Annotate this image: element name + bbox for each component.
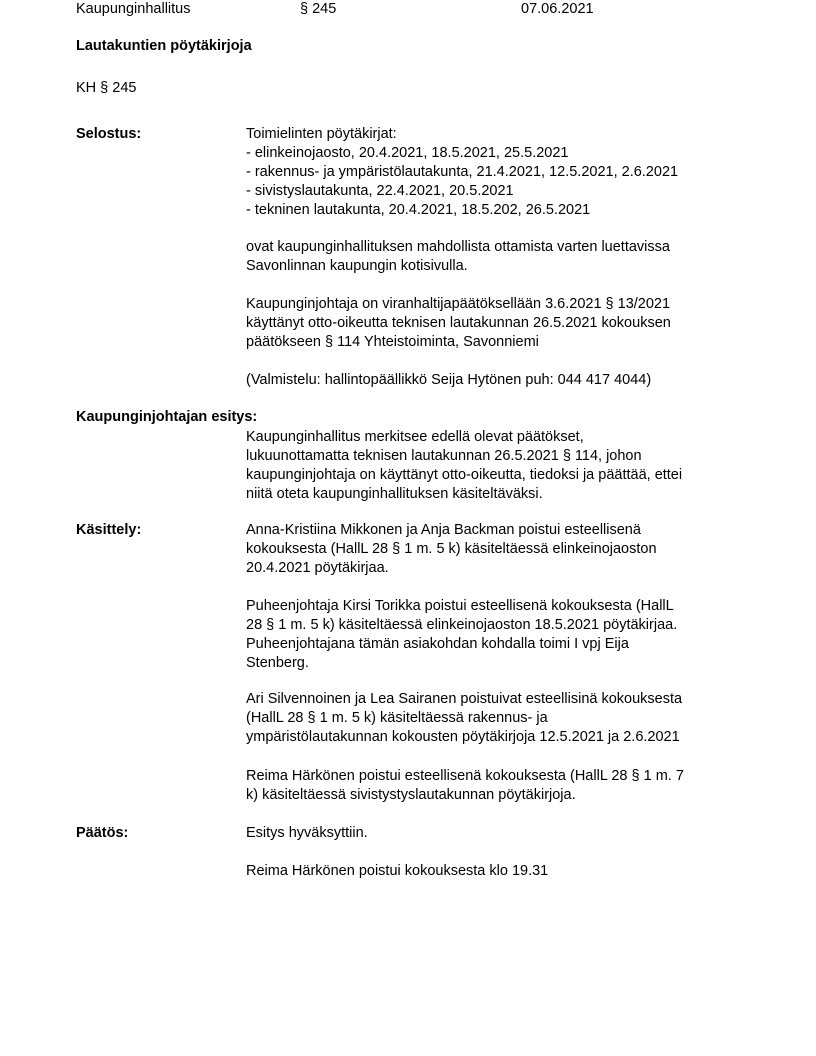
paragraph-line: Kaupunginhallitus merkitsee edellä olevat päätökset, xyxy=(246,429,584,445)
paragraph-line: lukuunottamatta teknisen lautakunnan 26.5.2021 § 114, johon xyxy=(246,448,642,464)
paragraph-line: käyttänyt otto-oikeutta teknisen lautakunnan 26.5.2021 kokouksen xyxy=(246,315,671,331)
paatos-label: Päätös: xyxy=(76,825,129,841)
paragraph-line: 28 § 1 m. 5 k) käsiteltäessä elinkeinojaoston 18.5.2021 pöytäkirjaa. xyxy=(246,617,678,633)
paragraph-line: 20.4.2021 pöytäkirjaa. xyxy=(246,560,389,576)
selostus-para2 xyxy=(246,295,746,352)
paragraph-line: Kaupunginjohtaja on viranhaltijapäätöksellään 3.6.2021 § 13/2021 xyxy=(246,296,671,312)
kasittely-para3 xyxy=(246,690,746,747)
kasittely-para4 xyxy=(246,767,746,805)
selostus-intro: Toimielinten pöytäkirjat: xyxy=(246,126,397,142)
paragraph-line: Savonlinnan kaupungin kotisivulla. xyxy=(246,258,468,274)
preparer-line: (Valmistelu: hallintopäällikkö Seija Hytönen puh: 044 417 4044) xyxy=(246,372,652,388)
header-organ: Kaupunginhallitus xyxy=(76,1,191,17)
paragraph-line: Ari Silvennoinen ja Lea Sairanen poistuivat esteellisinä kokouksesta xyxy=(246,691,683,707)
paragraph-line: niitä oteta kaupunginhallituksen käsiteltäväksi. xyxy=(246,486,543,502)
kasittely-label: Käsittely: xyxy=(76,522,142,538)
selostus-body xyxy=(246,125,746,220)
paragraph-line: päätökseen § 114 Yhteistoiminta, Savonniemi xyxy=(246,334,539,350)
paragraph-line: kaupunginjohtaja on käyttänyt otto-oikeutta, tiedoksi ja päättää, ettei xyxy=(246,467,683,483)
header-date: 07.06.2021 xyxy=(521,1,594,17)
list-item: - elinkeinojaosto, 20.4.2021, 18.5.2021, 25.5.2021 xyxy=(246,145,569,161)
esitys-body xyxy=(246,428,746,504)
selostus-label: Selostus: xyxy=(76,126,142,142)
decision-text: Esitys hyväksyttiin. xyxy=(246,825,368,841)
paragraph-line: Puheenjohtajana tämän asiakohdan kohdalla toimi I vpj Eija xyxy=(246,636,629,652)
paatos-decision xyxy=(246,824,746,843)
esitys-label: Kaupunginjohtajan esitys: xyxy=(76,409,258,425)
paragraph-line: (HallL 28 § 1 m. 5 k) käsiteltäessä rakennus- ja xyxy=(246,710,548,726)
reference: KH § 245 xyxy=(76,80,137,96)
list-item: - rakennus- ja ympäristölautakunta, 21.4.2021, 12.5.2021, 2.6.2021 xyxy=(246,164,679,180)
header-section: § 245 xyxy=(300,1,337,17)
note-text: Reima Härkönen poistui kokouksesta klo 19.31 xyxy=(246,863,549,879)
kasittely-para1 xyxy=(246,521,746,578)
paragraph-line: ympäristölautakunnan kokousten pöytäkirjoja 12.5.2021 ja 2.6.2021 xyxy=(246,729,680,745)
document-title: Lautakuntien pöytäkirjoja xyxy=(76,38,252,54)
paatos-note xyxy=(246,862,746,881)
list-item: - sivistyslautakunta, 22.4.2021, 20.5.2021 xyxy=(246,183,514,199)
paragraph-line: Stenberg. xyxy=(246,655,309,671)
paragraph-line: Puheenjohtaja Kirsi Torikka poistui esteellisenä kokouksesta (HallL xyxy=(246,598,674,614)
list-item: - tekninen lautakunta, 20.4.2021, 18.5.202, 26.5.2021 xyxy=(246,202,591,218)
paragraph-line: kokouksesta (HallL 28 § 1 m. 5 k) käsiteltäessä elinkeinojaoston xyxy=(246,541,657,557)
paragraph-line: ovat kaupunginhallituksen mahdollista ottamista varten luettavissa xyxy=(246,239,670,255)
paragraph-line: Anna-Kristiina Mikkonen ja Anja Backman poistui esteellisenä xyxy=(246,522,641,538)
selostus-para1 xyxy=(246,238,746,276)
kasittely-para2 xyxy=(246,597,746,673)
paragraph-line: Reima Härkönen poistui esteellisenä kokouksesta (HallL 28 § 1 m. 7 xyxy=(246,768,684,784)
selostus-preparer xyxy=(246,371,746,390)
paragraph-line: k) käsiteltäessä sivistystyslautakunnan pöytäkirjoja. xyxy=(246,787,576,803)
